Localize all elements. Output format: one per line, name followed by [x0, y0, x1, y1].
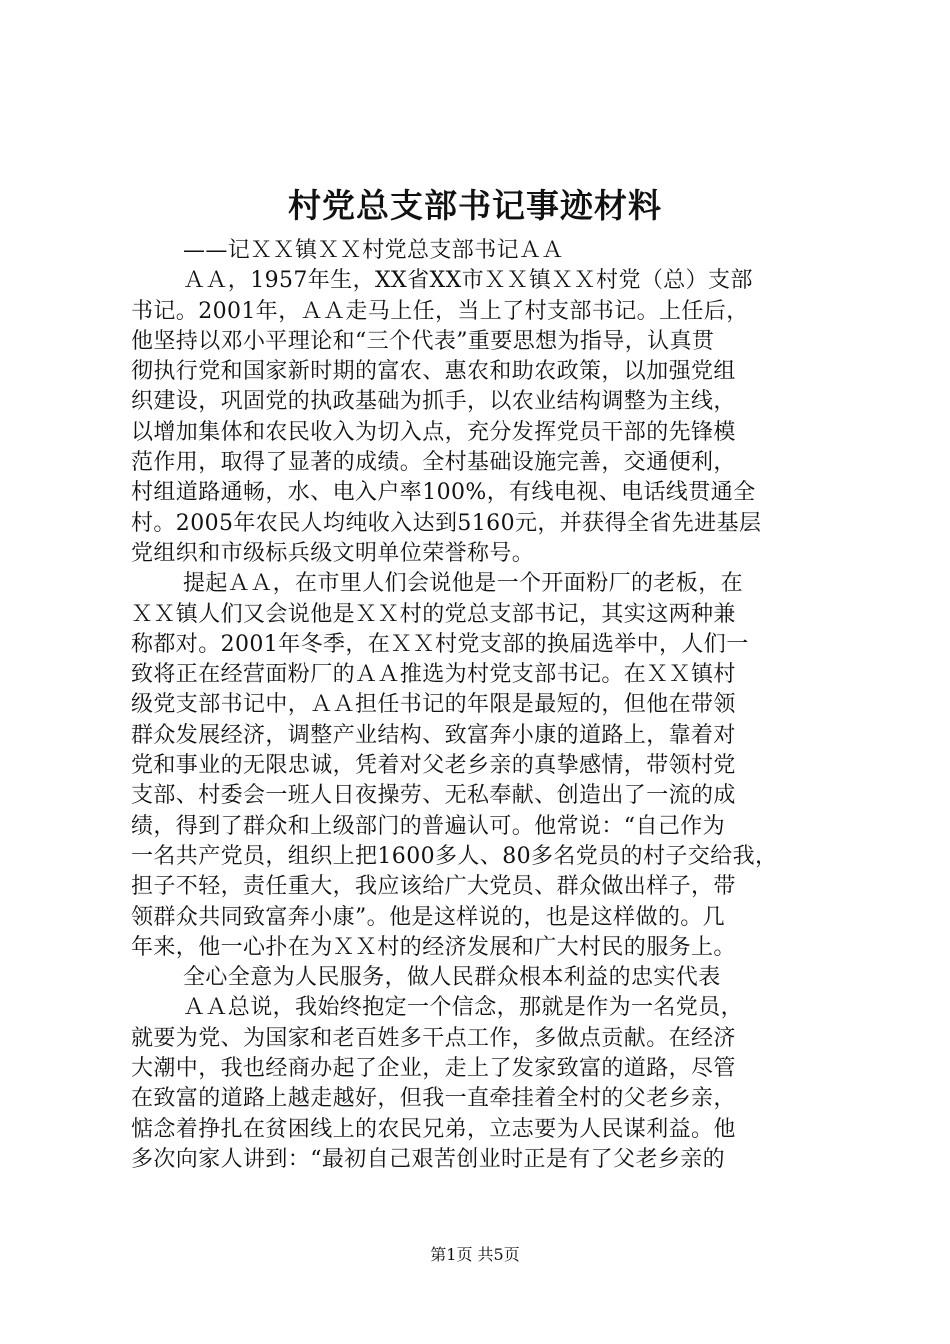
body-line: 村组道路通畅，水、电入户率100%，有线电视、电话线贯通全 — [131, 480, 756, 506]
page-footer: 第1页 共5页 — [430, 1245, 520, 1264]
body-line: 支部、村委会一班人日夜操劳、无私奉献、创造出了一流的成 — [131, 783, 736, 809]
body-line: ＡＡ总说，我始终抱定一个信念，那就是作为一名党员， — [183, 995, 744, 1021]
body-line: ＸＸ镇人们又会说他是ＸＸ村的党总支部书记，其实这两种兼 — [131, 601, 736, 627]
body-line: 在致富的道路上越走越好，但我一直牵挂着全村的父老乡亲， — [131, 1086, 736, 1112]
body-line: 他坚持以邓小平理论和“三个代表”重要思想为指导，认真贯 — [131, 328, 715, 354]
body-line: 年来，他一心扑在为ＸＸ村的经济发展和广大村民的服务上。 — [131, 934, 736, 960]
body-line: 一名共产党员，组织上把1600多人、80多名党员的村子交给我， — [131, 843, 778, 869]
body-line: 彻执行党和国家新时期的富农、惠农和助农政策，以加强党组 — [131, 359, 736, 385]
body-line: 绩，得到了群众和上级部门的普遍认可。他常说：“自己作为 — [131, 813, 726, 839]
body-line: 惦念着挣扎在贫困线上的农民兄弟，立志要为人民谋利益。他 — [131, 1116, 736, 1142]
body-line: 村。2005年农民人均纯收入达到5160元，并获得全省先进基层 — [131, 510, 762, 536]
body-line: 致将正在经营面粉厂的ＡＡ推选为村党支部书记。在ＸＸ镇村 — [131, 662, 736, 688]
body-line: 织建设，巩固党的执政基础为抓手，以农业结构调整为主线， — [131, 389, 736, 415]
body-line: 以增加集体和农民收入为切入点，充分发挥党员干部的先锋模 — [131, 419, 736, 445]
body-line: 担子不轻，责任重大，我应该给广大党员、群众做出样子，带 — [131, 874, 736, 900]
body-line: 全心全意为人民服务，做人民群众根本利益的忠实代表 — [183, 965, 721, 991]
document-body — [131, 236, 831, 1175]
body-line: 大潮中，我也经商办起了企业，走上了发家致富的道路，尽管 — [131, 1056, 736, 1082]
body-line: 就要为党、为国家和老百姓多干点工作，多做点贡献。在经济 — [131, 1025, 736, 1051]
body-line: 群众发展经济，调整产业结构、致富奔小康的道路上，靠着对 — [131, 722, 736, 748]
body-line: 称都对。2001年冬季，在ＸＸ村党支部的换届选举中，人们一 — [131, 631, 749, 657]
body-line: 提起ＡＡ，在市里人们会说他是一个开面粉厂的老板，在 — [183, 571, 744, 597]
document-title: 村党总支部书记事迹材料 — [288, 186, 662, 225]
body-line: 多次向家人讲到：“最初自己艰苦创业时正是有了父老乡亲的 — [131, 1146, 726, 1172]
body-line: ＡＡ，1957年生，XX省XX市ＸＸ镇ＸＸ村党（总）支部 — [183, 268, 753, 294]
body-line: 党和事业的无限忠诚，凭着对父老乡亲的真挚感情，带领村党 — [131, 753, 736, 779]
body-line: 党组织和市级标兵级文明单位荣誉称号。 — [131, 540, 535, 566]
body-line: 领群众共同致富奔小康”。他是这样说的，也是这样做的。几 — [131, 904, 726, 930]
body-line: 书记。2001年，ＡＡ走马上任，当上了村支部书记。上任后， — [131, 298, 749, 324]
body-line: ——记ＸＸ镇ＸＸ村党总支部书记ＡＡ — [183, 238, 564, 263]
body-line: 级党支部书记中，ＡＡ担任书记的年限是最短的，但他在带领 — [131, 692, 736, 718]
body-line: 范作用，取得了显著的成绩。全村基础设施完善，交通便利， — [131, 450, 736, 476]
